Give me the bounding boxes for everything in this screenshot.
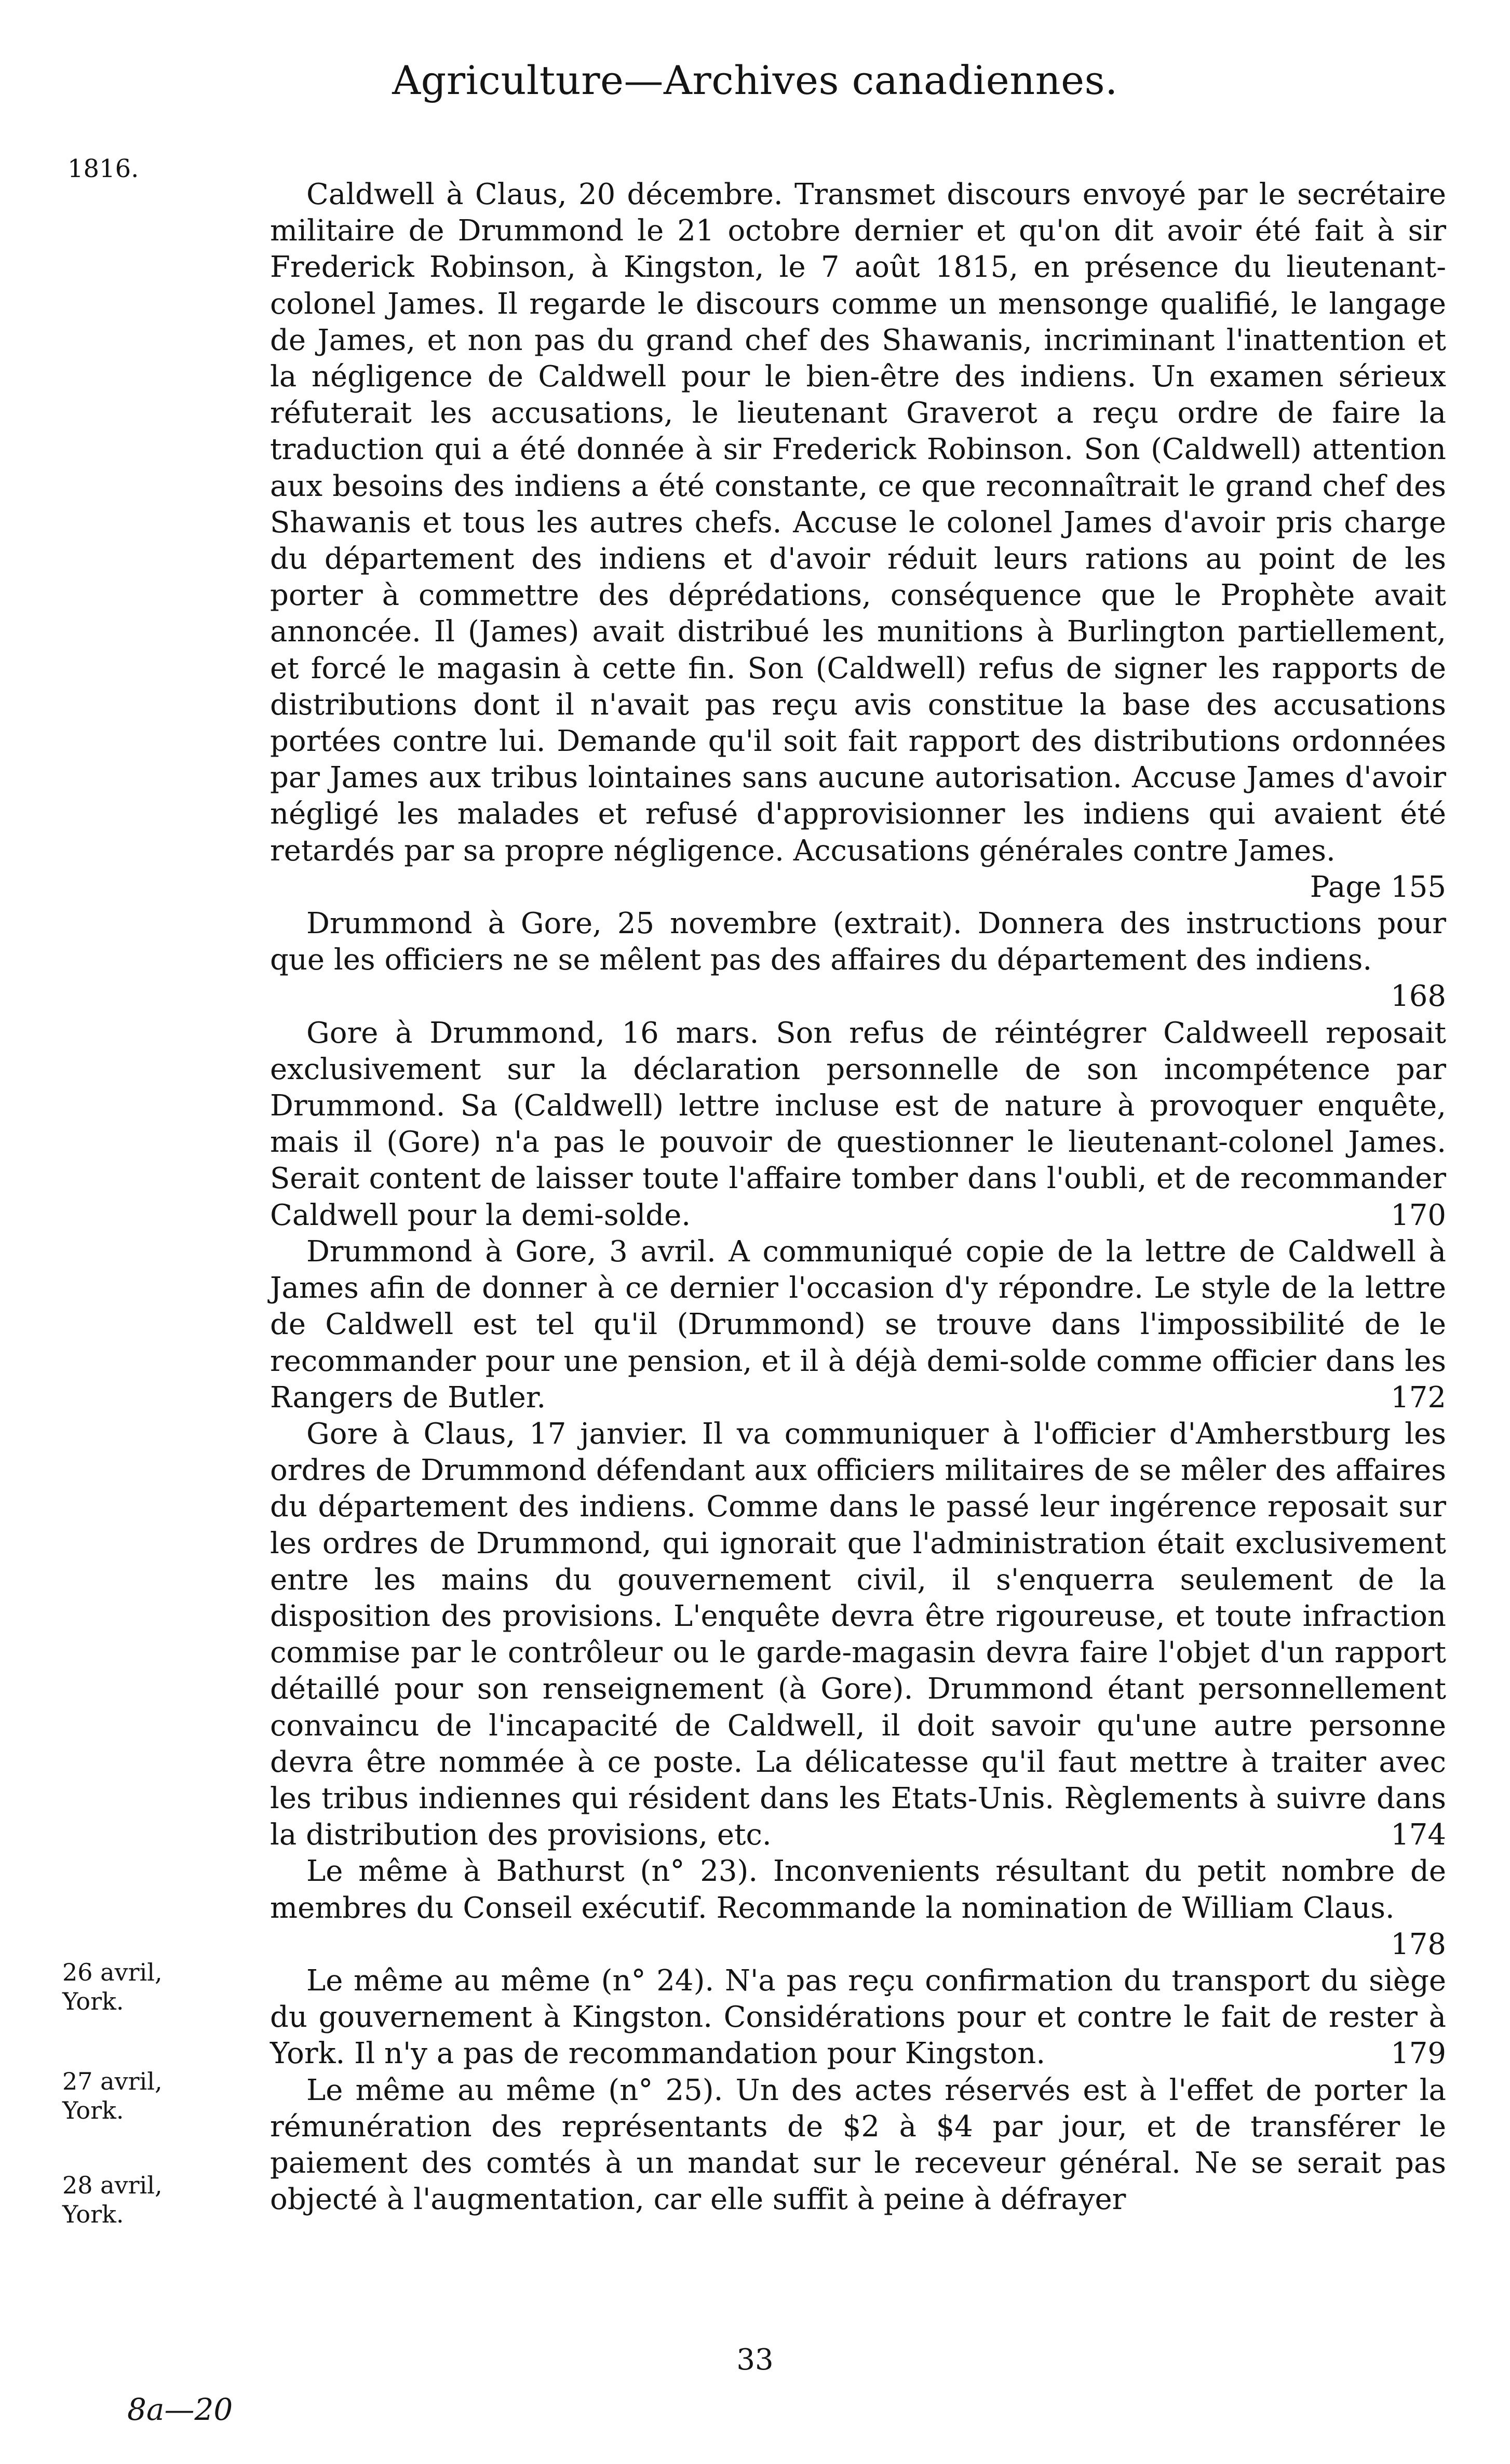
entry-text: Le même au même (n° 25). Un des actes réservés est à l'effet de porter la rémunération des représentants de $2 à $4 par jour, et de transférer le paiement des comtés à un mandat sur le receveur général. Ne se serait pas objecté à l'augmentation, car elle suffit à peine à défrayer xyxy=(270,2073,1446,2217)
page-reference: 172 xyxy=(1391,1380,1446,1415)
margin-note-28-april xyxy=(62,2171,228,2229)
entry-caldwell-to-claus xyxy=(270,177,1446,906)
page-reference: 174 xyxy=(1391,1818,1446,1852)
entry-text: Caldwell à Claus, 20 décembre. Transmet discours envoyé par le secrétaire militaire de Drummond le 21 octobre dernier et qu'on dit avoir été fait à sir Frederick Robinson, à Kingston, le 7 août 1815, en présence du lieutenant-colonel James. Il regarde le discours comme un mensonge qualifié, le langage de James, et non pas du grand chef des Shawanis, incriminant l'inattention et la négligence de Caldwell pour le bien-être des indiens. Un examen sérieux réfuterait les accusations, le lieutenant Graverot a reçu ordre de faire la traduction qui a été donnée à sir Frederick Robinson. Son (Caldwell) attention aux besoins des indiens a été constante, ce que reconnaîtrait le grand chef des Shawanis et tous les autres chefs. Accuse le colonel James d'avoir pris charge du département des indiens et d'avoir réduit leurs rations au point de les porter à commettre des déprédations, conséquence que le Prophète avait annoncée. Il (James) avait distribué les munitions à Burlington partiellement, et forcé le magasin à cette fin. Son (Caldwell) refus de signer les rapports de distributions dont il n'avait pas reçu avis constitue la base des accusations portées contre lui. Demande qu'il soit fait rapport des distributions ordonnées par James aux tribus lointaines sans aucune autorisation. Accuse James d'avoir négligé les malades et refusé d'approvisionner les indiens qui avaient été retardés par sa propre négligence. Accusations générales contre James. xyxy=(270,178,1446,868)
entry-gore-to-drummond-march xyxy=(270,1015,1446,1234)
entry-bathurst-24 xyxy=(270,1963,1446,2072)
margin-note-date: 27 avril, xyxy=(62,2067,163,2095)
document-code: 8a—20 xyxy=(127,2392,233,2427)
margin-note-26-april xyxy=(62,1958,228,2016)
page-reference: 168 xyxy=(1391,979,1446,1014)
page-header-title: Agriculture—Archives canadiennes. xyxy=(392,57,1118,103)
page-number: 33 xyxy=(736,2343,774,2377)
entry-gore-to-claus-january xyxy=(270,1416,1446,1853)
margin-note-place: York. xyxy=(62,2096,124,2124)
entry-text: Le même au même (n° 24). N'a pas reçu confirmation du transport du siège du gouvernement à Kingston. Considérations pour et contre le fait de rester à York. Il n'y a pas de recommandation pour Kingston. xyxy=(270,1963,1446,2071)
page-reference: Page 155 xyxy=(1310,870,1446,904)
entry-text: Gore à Drummond, 16 mars. Son refus de réintégrer Caldweell reposait exclusivement sur la déclaration personnelle de son incompétence par Drummond. Sa (Caldwell) lettre incluse est de nature à provoquer enquête, mais il (Gore) n'a pas le pouvoir de questionner le lieutenant-colonel James. Serait content de laisser toute l'affaire tomber dans l'oubli, et de recommander Caldwell pour la demi-solde. xyxy=(270,1016,1446,1232)
entry-text: Drummond à Gore, 25 novembre (extrait). Donnera des instructions pour que les officiers ne se mêlent pas des affaires du département des indiens. xyxy=(270,907,1446,977)
document-body xyxy=(270,177,1446,2218)
margin-note-place: York. xyxy=(62,2200,124,2228)
page-reference: 179 xyxy=(1391,2037,1446,2071)
margin-note-date: 28 avril, xyxy=(62,2171,163,2199)
entry-text: Drummond à Gore, 3 avril. A communiqué copie de la lettre de Caldwell à James afin de donner à ce dernier l'occasion d'y répondre. Le style de la lettre de Caldwell est tel qu'il (Drummond) se trouve dans l'impossibilité de le recommander pour une pension, et il à déjà demi-solde comme officier dans les Rangers de Butler. xyxy=(270,1234,1446,1415)
page-reference: 170 xyxy=(1391,1198,1446,1232)
entry-drummond-to-gore-november xyxy=(270,906,1446,1015)
entry-drummond-to-gore-april xyxy=(270,1234,1446,1416)
margin-year: 1816. xyxy=(68,154,139,183)
entry-bathurst-23 xyxy=(270,1853,1446,1963)
margin-note-date: 26 avril, xyxy=(62,1958,163,1986)
entry-bathurst-25 xyxy=(270,2072,1446,2218)
margin-note-27-april xyxy=(62,2067,228,2125)
margin-note-place: York. xyxy=(62,1987,124,2015)
entry-text: Le même à Bathurst (n° 23). Inconvenients résultant du petit nombre de membres du Conseil exécutif. Recommande la nomination de William Claus. xyxy=(270,1854,1446,1925)
entry-text: Gore à Claus, 17 janvier. Il va communiquer à l'officier d'Amherstburg les ordres de Drummond défendant aux officiers militaires de se mêler des affaires du département des indiens. Comme dans le passé leur ingérence reposait sur les ordres de Drummond, qui ignorait que l'administration était exclusivement entre les mains du gouvernement civil, il s'enquerra seulement de la disposition des provisions. L'enquête devra être rigoureuse, et toute infraction commise par le contrôleur ou le garde-magasin devra faire l'objet d'un rapport détaillé pour son renseignement (à Gore). Drummond étant personnellement convaincu de l'incapacité de Caldwell, il doit savoir qu'une autre personne devra être nommée à ce poste. La délicatesse qu'il faut mettre à traiter avec les tribus indiennes qui résident dans les Etats-Unis. Règlements à suivre dans la distribution des provisions, etc. xyxy=(270,1417,1446,1852)
page-reference: 178 xyxy=(1391,1927,1446,1961)
